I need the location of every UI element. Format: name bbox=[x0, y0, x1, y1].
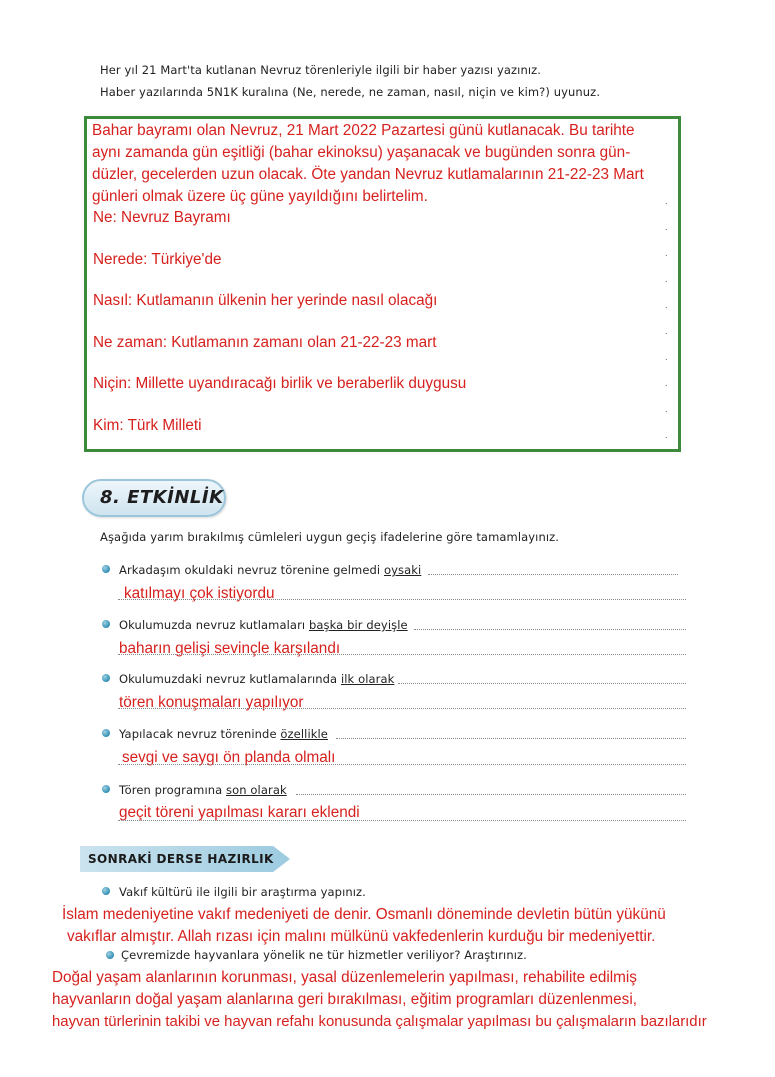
sentence-answer: tören konuşmaları yapılıyor bbox=[119, 694, 304, 711]
sentence-prompt bbox=[119, 672, 394, 686]
dotted-line bbox=[296, 794, 686, 795]
sentence-prompt bbox=[119, 783, 287, 797]
etkinlik-instruction: Aşağıda yarım bırakılmış cümleleri uygun geçiş ifadelerine göre tamamlayınız. bbox=[100, 530, 560, 544]
bullet-icon bbox=[106, 951, 114, 959]
dot-mark: . bbox=[665, 352, 668, 362]
dotted-line bbox=[336, 738, 686, 739]
transition-phrase: ilk olarak bbox=[340, 672, 395, 686]
answer-kim: Kim: Türk Milleti bbox=[93, 417, 202, 434]
answer-line[interactable] bbox=[118, 820, 686, 821]
dot-mark: . bbox=[665, 378, 668, 388]
sentence-answer: sevgi ve saygı ön planda olmalı bbox=[122, 749, 336, 766]
answer-ne-zaman: Ne zaman: Kutlamanın zamanı olan 21-22-23 mart bbox=[93, 334, 437, 351]
dot-mark: . bbox=[665, 196, 668, 206]
prompt-text: Okulumuzda nevruz kutlamaları bbox=[119, 618, 306, 632]
dot-mark: . bbox=[665, 274, 668, 284]
answer-line[interactable] bbox=[118, 599, 686, 600]
answer-nicin: Niçin: Millette uyandıracağı birlik ve beraberlik duygusu bbox=[93, 375, 467, 392]
dotted-line bbox=[428, 574, 678, 575]
paragraph-line: aynı zamanda gün eşitliği (bahar ekinoksu) yaşanacak ve bugünden sonra gün- bbox=[92, 144, 631, 161]
sentence-answer: baharın gelişi sevinçle karşılandı bbox=[119, 640, 341, 657]
prompt-text: Arkadaşım okuldaki nevruz törenine gelmedi bbox=[119, 563, 381, 577]
answer-paragraph bbox=[92, 120, 644, 208]
transition-phrase: son olarak bbox=[226, 783, 287, 797]
transition-phrase: başka bir deyişle bbox=[308, 618, 408, 632]
answer-ne: Ne: Nevruz Bayramı bbox=[93, 209, 231, 226]
instruction-line-2: Haber yazılarında 5N1K kuralına (Ne, nerede, ne zaman, nasıl, niçin ve kim?) uyunuz. bbox=[100, 85, 601, 99]
sentence-prompt bbox=[119, 727, 328, 741]
transition-phrase: özellikle bbox=[280, 727, 328, 741]
bullet-icon bbox=[102, 674, 110, 682]
sentence-prompt bbox=[119, 563, 421, 577]
prompt-text: Tören programına bbox=[119, 783, 223, 797]
dot-mark: . bbox=[665, 430, 668, 440]
dot-mark: . bbox=[665, 300, 668, 310]
dot-mark: . bbox=[665, 248, 668, 258]
bullet-icon bbox=[102, 729, 110, 737]
dotted-line bbox=[398, 683, 686, 684]
dot-mark: . bbox=[665, 326, 668, 336]
answer-line[interactable] bbox=[118, 708, 686, 709]
sentence-answer: katılmayı çok istiyordu bbox=[124, 585, 275, 602]
prompt-text: Yapılacak nevruz töreninde bbox=[119, 727, 277, 741]
prompt-text: Okulumuzdaki nevruz kutlamalarında bbox=[119, 672, 338, 686]
bullet-icon bbox=[102, 785, 110, 793]
answer-nerede: Nerede: Türkiye'de bbox=[93, 251, 222, 268]
dotted-line bbox=[414, 629, 686, 630]
dot-mark: . bbox=[665, 222, 668, 232]
answer-line-text: hayvanların doğal yaşam alanlarına geri bırakılması, eğitim programları düzenlenmesi, bbox=[52, 991, 637, 1008]
sonraki-title: SONRAKİ DERSE HAZIRLIK bbox=[88, 852, 274, 866]
bullet-icon bbox=[102, 620, 110, 628]
dot-mark: . bbox=[665, 404, 668, 414]
answer-line[interactable] bbox=[118, 764, 686, 765]
answer-line[interactable] bbox=[118, 654, 686, 655]
bullet-icon bbox=[102, 565, 110, 573]
answer-1 bbox=[62, 904, 666, 948]
answer-nasil: Nasıl: Kutlamanın ülkenin her yerinde nasıl olacağı bbox=[93, 292, 438, 309]
paragraph-line: günleri olmak üzere üç güne yayıldığını belirtelim. bbox=[92, 188, 428, 205]
instruction-line-1: Her yıl 21 Mart'ta kutlanan Nevruz törenleriyle ilgili bir haber yazısı yazınız. bbox=[100, 63, 542, 77]
transition-phrase: oysaki bbox=[383, 563, 422, 577]
answer-line-text: hayvan türlerinin takibi ve hayvan refahı konusunda çalışmalar yapılması bu çalışmaların bazılarıdır bbox=[52, 1014, 707, 1030]
answer-line-text: İslam medeniyetine vakıf medeniyeti de denir. Osmanlı döneminde devletin bütün yükünü bbox=[62, 906, 666, 923]
bullet-icon bbox=[102, 887, 110, 895]
question-2: Çevremizde hayvanlara yönelik ne tür hizmetler veriliyor? Araştırınız. bbox=[121, 948, 527, 962]
answer-line-text: Doğal yaşam alanlarının korunması, yasal düzenlemelerin yapılması, rehabilite edilmiş bbox=[52, 969, 637, 986]
answer-line-text: vakıflar almıştır. Allah rızası için malını mülkünü vakfedenlerin kurduğu bir medeniyettir. bbox=[67, 928, 656, 945]
paragraph-line: düzler, gecelerden uzun olacak. Öte yandan Nevruz kutlamalarının 21-22-23 Mart bbox=[92, 166, 644, 183]
question-1: Vakıf kültürü ile ilgili bir araştırma yapınız. bbox=[119, 885, 366, 899]
paragraph-line: Bahar bayramı olan Nevruz, 21 Mart 2022 Pazartesi günü kutlanacak. Bu tarihte bbox=[92, 122, 635, 139]
sentence-prompt bbox=[119, 618, 408, 632]
etkinlik-title: 8. ETKİNLİK bbox=[100, 487, 224, 508]
answer-2 bbox=[52, 967, 707, 1033]
sentence-answer: geçit töreni yapılması kararı eklendi bbox=[119, 804, 360, 821]
